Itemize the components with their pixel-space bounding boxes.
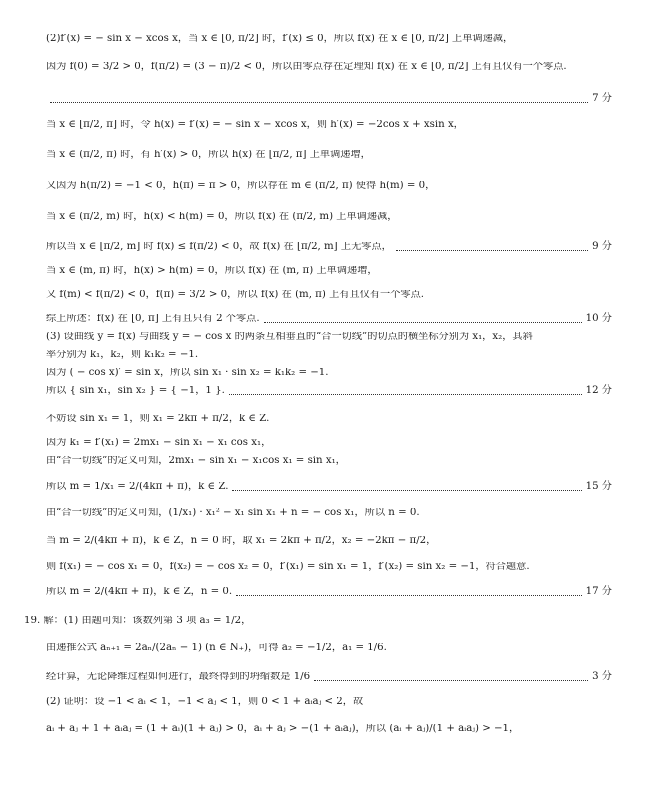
line-text: 经计算，无论降维过程如何进行，最终得到的坍缩数是 1/6 bbox=[46, 672, 311, 682]
document-line bbox=[46, 350, 612, 360]
line-text: 则 f(x₁) = − cos x₁ = 0，f(x₂) = − cos x₂ = 0，f′(x₁) = sin x₁ = 1，f′(x₂) = sin x₂ = −1，符合题意. bbox=[46, 562, 530, 572]
line-text: (3) 设曲线 y = f(x) 与曲线 y = − cos x 的两条互相垂直的“合一切线”的切点的横坐标分别为 x₁，x₂，其斜 bbox=[46, 332, 533, 342]
document-line bbox=[46, 456, 612, 466]
document-line bbox=[46, 587, 612, 597]
document-line bbox=[46, 697, 612, 707]
line-text: 率分别为 k₁，k₂，则 k₁k₂ = −1. bbox=[46, 350, 199, 360]
document-line bbox=[46, 242, 612, 252]
document-line bbox=[46, 332, 612, 342]
document-line bbox=[46, 508, 612, 518]
dotted-leader bbox=[396, 250, 588, 251]
line-text: 又 f(m) < f(π/2) < 0，f(π) = 3/2 > 0，所以 f(x) 在 (m, π) 上有且仅有一个零点. bbox=[46, 290, 425, 300]
document-line bbox=[46, 212, 612, 222]
document-line bbox=[46, 94, 612, 104]
score-marker: 12 分 bbox=[585, 385, 612, 396]
document-line bbox=[46, 643, 612, 653]
line-text: 由递推公式 aₙ₊₁ = 2aₙ/(2aₙ − 1) (n ∈ N₊)，可得 a₂ = −1/2，a₁ = 1/6. bbox=[46, 643, 387, 653]
line-text: 所以 m = 2/(4kπ + π)，k ∈ Z，n = 0. bbox=[46, 587, 233, 597]
document-line bbox=[46, 290, 612, 300]
line-text: (2) 证明：设 −1 < aᵢ < 1，−1 < aⱼ < 1，则 0 < 1 + aᵢaⱼ < 2，故 bbox=[46, 697, 364, 707]
dotted-leader bbox=[50, 102, 588, 103]
line-text: 当 x ∈ (π/2, m) 时，h(x) < h(m) = 0，所以 f(x) 在 (π/2, m) 上单调递减， bbox=[46, 212, 398, 222]
line-text: aᵢ + aⱼ + 1 + aᵢaⱼ = (1 + aᵢ)(1 + aⱼ) > 0，aᵢ + aⱼ > −(1 + aᵢaⱼ)，所以 (aᵢ + aⱼ)/(1 + aᵢaⱼ) > −1， bbox=[46, 724, 520, 734]
score-marker: 15 分 bbox=[585, 481, 612, 492]
line-text: 因为 k₁ = f′(x₁) = 2mx₁ − sin x₁ − x₁ cos x₁， bbox=[46, 438, 272, 448]
line-text: 综上所述：f(x) 在 [0, π] 上有且只有 2 个零点. bbox=[46, 314, 260, 324]
document-line bbox=[46, 672, 612, 682]
line-text: 所以当 x ∈ [π/2, m] 时 f(x) ≤ f(π/2) < 0，故 f(x) 在 [π/2, m] 上无零点， bbox=[46, 242, 392, 252]
line-text: (2)f′(x) = − sin x − xcos x，当 x ∈ [0, π/2] 时，f′(x) ≤ 0，所以 f(x) 在 x ∈ [0, π/2] 上单调递减， bbox=[46, 34, 514, 44]
document-line bbox=[46, 414, 612, 424]
line-text: 又因为 h(π/2) = −1 < 0，h(π) = π > 0，所以存在 m ∈ (π/2, π) 使得 h(m) = 0， bbox=[46, 181, 436, 191]
document-line bbox=[46, 266, 612, 276]
line-text: 当 x ∈ (π/2, π) 时，有 h′(x) > 0，所以 h(x) 在 [π/2, π] 上单调递增， bbox=[46, 150, 371, 160]
document-line bbox=[46, 438, 612, 448]
score-marker: 7 分 bbox=[592, 93, 612, 104]
dotted-leader bbox=[229, 394, 582, 395]
score-marker: 9 分 bbox=[592, 241, 612, 252]
line-text: 当 x ∈ (m, π) 时，h(x) > h(m) = 0，所以 f(x) 在 (m, π) 上单调递增， bbox=[46, 266, 378, 276]
document-line bbox=[46, 34, 612, 44]
line-text: 所以 { sin x₁，sin x₂ } = { −1，1 }. bbox=[46, 386, 225, 396]
document-line bbox=[46, 562, 612, 572]
document-line bbox=[46, 386, 612, 396]
line-text: 不妨设 sin x₁ = 1，则 x₁ = 2kπ + π/2，k ∈ Z. bbox=[46, 414, 270, 424]
line-text: 当 x ∈ [π/2, π] 时，令 h(x) = f′(x) = − sin x − xcos x，则 h′(x) = −2cos x + xsin x， bbox=[46, 120, 464, 130]
line-text: 因为 ( − cos x)′ = sin x，所以 sin x₁ · sin x₂ = k₁k₂ = −1. bbox=[46, 368, 329, 378]
score-marker: 17 分 bbox=[585, 586, 612, 597]
dotted-leader bbox=[232, 490, 581, 491]
score-marker: 10 分 bbox=[585, 313, 612, 324]
document-line bbox=[46, 120, 612, 130]
line-text: 19. 解：(1) 由题可知：该数列第 3 项 a₃ = 1/2， bbox=[24, 616, 252, 626]
dotted-leader bbox=[264, 322, 582, 323]
document-line bbox=[46, 150, 612, 160]
document-line bbox=[46, 181, 612, 191]
line-text: 由“合一切线”的定义可知，(1/x₁) · x₁² − x₁ sin x₁ + n = − cos x₁，所以 n = 0. bbox=[46, 508, 420, 518]
document-line bbox=[24, 616, 612, 626]
document-line bbox=[46, 368, 612, 378]
line-text: 由“合一切线”的定义可知，2mx₁ − sin x₁ − x₁cos x₁ = sin x₁， bbox=[46, 456, 346, 466]
dotted-leader bbox=[314, 680, 588, 681]
line-text: 当 m = 2/(4kπ + π)，k ∈ Z，n = 0 时，取 x₁ = 2kπ + π/2，x₂ = −2kπ − π/2， bbox=[46, 536, 437, 546]
dotted-leader bbox=[236, 595, 581, 596]
line-text: 因为 f(0) = 3/2 > 0，f(π/2) = (3 − π)/2 < 0，所以由零点存在定理知 f(x) 在 x ∈ [0, π/2] 上有且仅有一个零点. bbox=[46, 62, 567, 72]
line-text: 所以 m = 1/x₁ = 2/(4kπ + π)，k ∈ Z. bbox=[46, 482, 229, 492]
document-line bbox=[46, 62, 612, 72]
document-line bbox=[46, 482, 612, 492]
document-line bbox=[46, 314, 612, 324]
score-marker: 3 分 bbox=[592, 671, 612, 682]
document-line bbox=[46, 724, 612, 734]
document-line bbox=[46, 536, 612, 546]
